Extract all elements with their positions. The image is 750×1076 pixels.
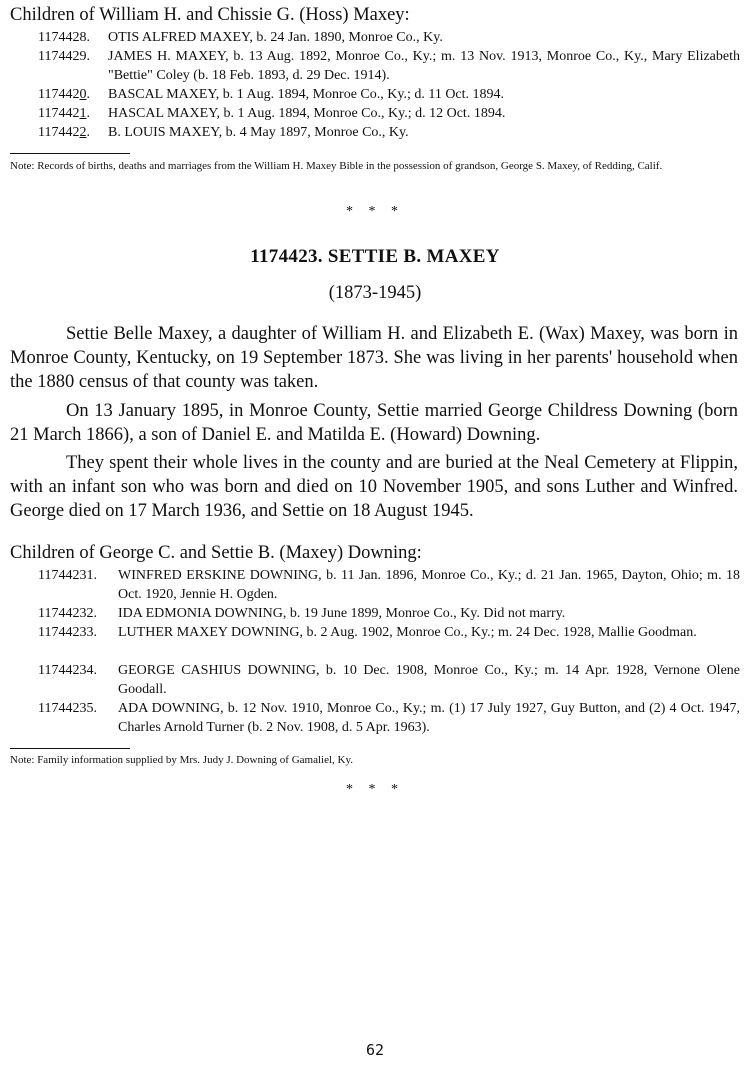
child-text: GEORGE CASHIUS DOWNING, b. 10 Dec. 1908, Monroe Co., Ky.; m. 14 Apr. 1928, Vernone Olene Goodall. — [118, 663, 740, 697]
footnote-rule — [10, 748, 130, 749]
child-text: JAMES H. MAXEY, b. 13 Aug. 1892, Monroe Co., Ky.; m. 13 Nov. 1913, Monroe Co., Ky., Mary Elizabeth "Bettie" Coley (b. 18 Feb. 1893, d. 29 Dec. 1914). — [108, 49, 740, 83]
children-list-heading-maxey: Children of William H. and Chissie G. (Hoss) Maxey: — [10, 5, 410, 25]
child-entry — [38, 566, 740, 604]
child-number: 11744235. — [38, 701, 97, 716]
child-text: B. LOUIS MAXEY, b. 4 May 1897, Monroe Co., Ky. — [108, 125, 409, 140]
child-number: 1174421. — [38, 106, 90, 121]
child-entry — [38, 623, 740, 642]
child-number: 1174429. — [38, 49, 90, 64]
child-text: WINFRED ERSKINE DOWNING, b. 11 Jan. 1896, Monroe Co., Ky.; d. 21 Jan. 1965, Dayton, Ohio; m. 18 Oct. 1920, Jennie H. Ogden. — [118, 568, 740, 602]
biography-paragraph: Settie Belle Maxey, a daughter of William H. and Elizabeth E. (Wax) Maxey, was born in Monroe County, Kentucky, on 19 September 1873. She was living in her parents' household when the 1880 census of that county was taken. — [10, 324, 738, 392]
footnote-rule — [10, 153, 130, 154]
children-list-heading-downing: Children of George C. and Settie B. (Maxey) Downing: — [10, 543, 422, 563]
child-entry — [38, 604, 740, 623]
child-number: 11744233. — [38, 625, 97, 640]
footnote: Note: Family information supplied by Mrs. Judy J. Downing of Gamaliel, Ky. — [10, 754, 354, 766]
child-number: 1174420. — [38, 87, 90, 102]
child-text: IDA EDMONIA DOWNING, b. 19 June 1899, Monroe Co., Ky. Did not marry. — [118, 606, 566, 621]
child-text: HASCAL MAXEY, b. 1 Aug. 1894, Monroe Co., Ky.; d. 12 Oct. 1894. — [108, 106, 506, 121]
child-number: 11744234. — [38, 663, 97, 678]
child-entry — [38, 85, 740, 104]
child-number: 1174422. — [38, 125, 90, 140]
child-entry — [38, 699, 740, 737]
child-text: OTIS ALFRED MAXEY, b. 24 Jan. 1890, Monroe Co., Ky. — [108, 30, 443, 45]
section-separator: * * * — [346, 204, 404, 219]
footnote: Note: Records of births, deaths and marriages from the William H. Maxey Bible in the possession of grandson, George S. Maxey, of Redding, Calif. — [10, 160, 663, 172]
biography-paragraph: They spent their whole lives in the county and are buried at the Neal Cemetery at Flippin, with an infant son who was born and died on 10 November 1905, and sons Luther and Winfred. George died on 17 March 1936, and Settie on 18 August 1945. — [10, 453, 738, 521]
child-entry — [38, 28, 740, 47]
child-number: 11744232. — [38, 606, 97, 621]
biography-paragraph: On 13 January 1895, in Monroe County, Settie married George Childress Downing (born 21 March 1866), a son of Daniel E. and Matilda E. (Howard) Downing. — [10, 401, 738, 445]
child-number: 11744231. — [38, 568, 97, 583]
child-text: BASCAL MAXEY, b. 1 Aug. 1894, Monroe Co., Ky.; d. 11 Oct. 1894. — [108, 87, 505, 102]
child-entry — [38, 47, 740, 85]
child-entry — [38, 123, 740, 142]
section-heading: 1174423. SETTIE B. MAXEY — [250, 246, 500, 267]
child-text: LUTHER MAXEY DOWNING, b. 2 Aug. 1902, Monroe Co., Ky.; m. 24 Dec. 1928, Mallie Goodman. — [118, 625, 697, 640]
child-entry — [38, 104, 740, 123]
child-entry — [38, 661, 740, 699]
life-years: (1873-1945) — [328, 283, 422, 303]
section-separator: * * * — [346, 782, 404, 797]
child-text: ADA DOWNING, b. 12 Nov. 1910, Monroe Co., Ky.; m. (1) 17 July 1927, Guy Button, and (2) 4 Oct. 1947, Charles Arnold Turner (b. 2 Nov. 1908, d. 5 Apr. 1963). — [118, 701, 740, 735]
child-number: 1174428. — [38, 30, 90, 45]
page-number: 62 — [365, 1041, 385, 1059]
